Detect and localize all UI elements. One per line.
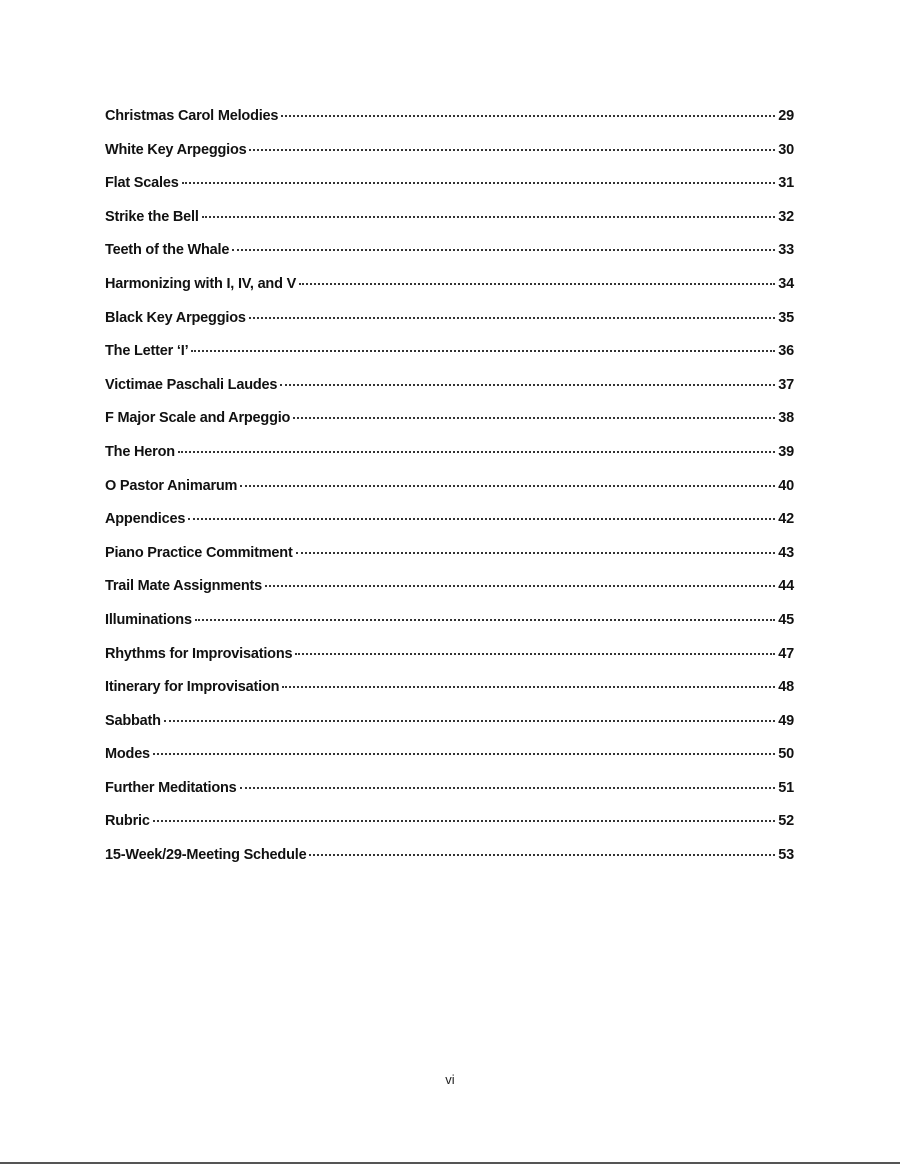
- toc-dot-leader: [153, 806, 776, 822]
- table-of-contents: [105, 104, 794, 877]
- toc-entry: [105, 642, 794, 676]
- toc-dot-leader: [249, 303, 776, 319]
- toc-entry-title: Rhythms for Improvisations: [105, 645, 293, 662]
- toc-entry-title: 15-Week/29-Meeting Schedule: [105, 847, 307, 864]
- toc-entry: [105, 809, 794, 843]
- toc-dot-leader: [281, 101, 775, 117]
- toc-entry: [105, 406, 794, 440]
- toc-entry-page: 32: [778, 208, 794, 225]
- toc-entry-page: 42: [778, 511, 794, 528]
- toc-dot-leader: [195, 605, 775, 621]
- toc-entry-page: 53: [778, 847, 794, 864]
- toc-entry-title: Strike the Bell: [105, 208, 199, 225]
- toc-entry-page: 44: [778, 578, 794, 595]
- toc-entry-page: 35: [778, 309, 794, 326]
- toc-entry-title: The Heron: [105, 443, 175, 460]
- toc-entry: [105, 306, 794, 340]
- toc-entry-page: 30: [778, 141, 794, 158]
- toc-dot-leader: [240, 773, 776, 789]
- toc-entry-page: 29: [778, 108, 794, 124]
- toc-entry-title: F Major Scale and Arpeggio: [105, 410, 291, 427]
- toc-entry-page: 47: [778, 645, 794, 662]
- toc-entry: [105, 675, 794, 709]
- toc-entry-title: Victimae Paschali Laudes: [105, 376, 278, 393]
- toc-dot-leader: [309, 840, 775, 856]
- toc-dot-leader: [153, 739, 775, 755]
- toc-dot-leader: [282, 672, 775, 688]
- toc-entry-title: The Letter ‘I’: [105, 343, 189, 360]
- toc-dot-leader: [299, 269, 775, 285]
- toc-entry-title: Teeth of the Whale: [105, 242, 230, 259]
- toc-entry-page: 39: [778, 443, 794, 460]
- toc-entry-page: 40: [778, 477, 794, 494]
- toc-entry-title: Trail Mate Assignments: [105, 578, 263, 595]
- toc-entry: [105, 238, 794, 272]
- toc-entry: [105, 608, 794, 642]
- toc-entry-title: Appendices: [105, 511, 186, 528]
- toc-entry: [105, 507, 794, 541]
- toc-entry-page: 37: [778, 376, 794, 393]
- toc-dot-leader: [232, 235, 775, 251]
- toc-dot-leader: [295, 639, 775, 655]
- toc-entry: [105, 574, 794, 608]
- toc-entry-title: Black Key Arpeggios: [105, 309, 246, 326]
- toc-dot-leader: [188, 504, 775, 520]
- toc-entry: [105, 843, 794, 877]
- toc-entry: [105, 541, 794, 575]
- toc-entry: [105, 440, 794, 474]
- toc-entry: [105, 339, 794, 373]
- toc-entry-title: White Key Arpeggios: [105, 141, 247, 158]
- toc-entry: [105, 104, 794, 138]
- toc-entry: [105, 373, 794, 407]
- toc-entry: [105, 171, 794, 205]
- toc-dot-leader: [249, 135, 775, 151]
- toc-entry-page: 50: [778, 746, 794, 763]
- toc-entry-page: 33: [778, 242, 794, 259]
- toc-entry: [105, 474, 794, 508]
- toc-entry-page: 51: [778, 779, 794, 796]
- toc-entry-title: Rubric: [105, 813, 150, 830]
- toc-entry-page: 49: [778, 712, 794, 729]
- toc-entry-page: 31: [778, 175, 794, 192]
- toc-entry-title: Piano Practice Commitment: [105, 544, 293, 561]
- toc-entry-title: Flat Scales: [105, 175, 179, 192]
- toc-entry: [105, 138, 794, 172]
- toc-entry-title: Harmonizing with I, IV, and V: [105, 275, 297, 292]
- toc-entry-page: 36: [778, 343, 794, 360]
- toc-dot-leader: [191, 336, 775, 352]
- toc-dot-leader: [164, 706, 775, 722]
- toc-dot-leader: [202, 202, 776, 218]
- toc-entry-title: Itinerary for Improvisation: [105, 679, 280, 696]
- toc-dot-leader: [265, 571, 775, 587]
- toc-dot-leader: [178, 437, 775, 453]
- toc-entry-page: 34: [778, 275, 794, 292]
- toc-entry-title: Sabbath: [105, 712, 161, 729]
- toc-entry: [105, 205, 794, 239]
- toc-entry-title: Modes: [105, 746, 150, 763]
- page-number: vi: [445, 1072, 455, 1087]
- toc-entry-page: 48: [778, 679, 794, 696]
- toc-dot-leader: [296, 538, 776, 554]
- toc-entry: [105, 709, 794, 743]
- toc-entry: [105, 272, 794, 306]
- toc-entry-page: 43: [778, 544, 794, 561]
- toc-dot-leader: [182, 168, 776, 184]
- toc-entry-title: Christmas Carol Melodies: [105, 108, 279, 124]
- toc-entry-page: 38: [778, 410, 794, 427]
- toc-entry-page: 45: [778, 611, 794, 628]
- toc-entry: [105, 742, 794, 776]
- toc-dot-leader: [280, 370, 775, 386]
- toc-entry: [105, 776, 794, 810]
- toc-entry-title: O Pastor Animarum: [105, 477, 238, 494]
- toc-dot-leader: [293, 403, 775, 419]
- toc-entry-page: 52: [778, 813, 794, 830]
- toc-entry-title: Further Meditations: [105, 779, 237, 796]
- toc-entry-title: Illuminations: [105, 611, 192, 628]
- toc-dot-leader: [240, 471, 775, 487]
